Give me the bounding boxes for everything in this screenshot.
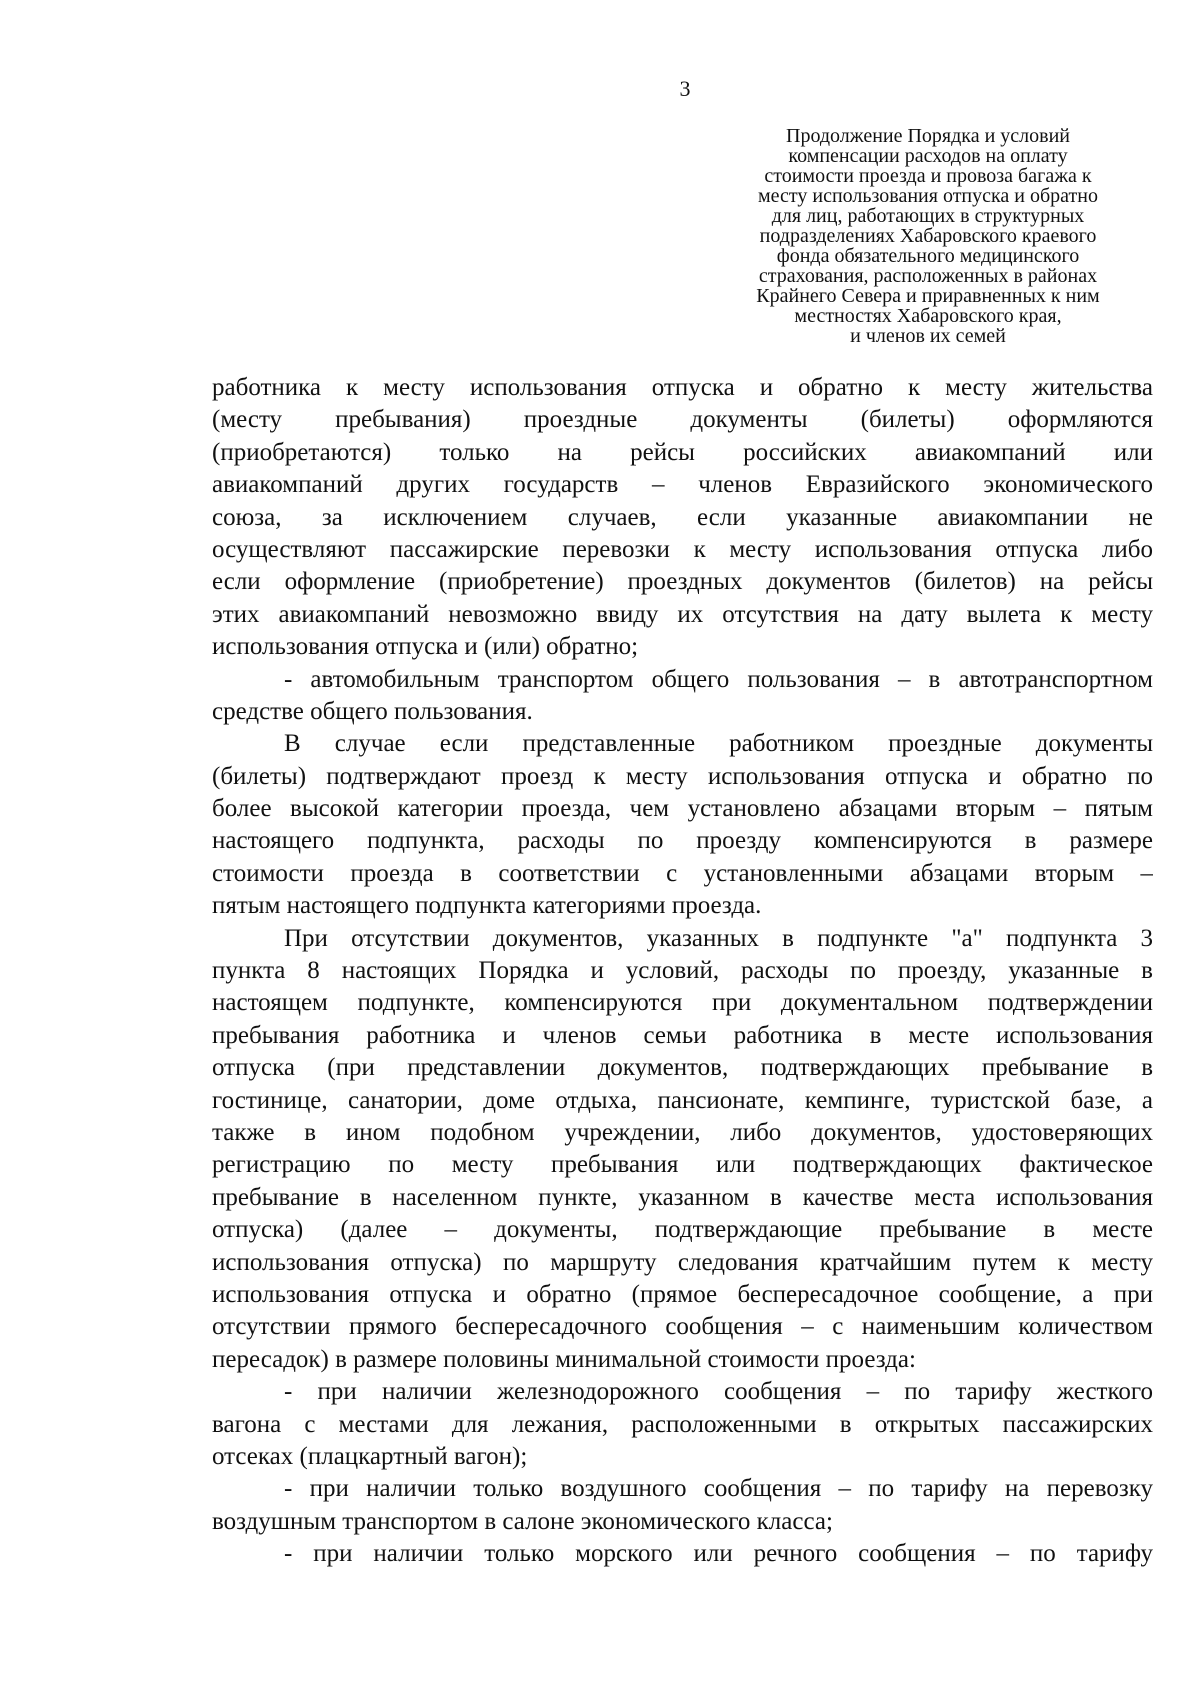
body-line: (месту пребывания) проездные документы (билеты) оформляются — [212, 406, 1153, 434]
body-line: также в ином подобном учреждении, либо документов, удостоверяющих — [212, 1118, 1153, 1146]
body-line: работника к месту использования отпуска и обратно к месту жительства — [212, 374, 1153, 401]
body-line: отсеках (плацкартный вагон); — [212, 1442, 528, 1470]
body-line: отпуска (при представлении документов, подтверждающих пребывание в — [212, 1054, 1153, 1082]
page-number: 3 — [679, 76, 691, 101]
body-line: использования отпуска и обратно (прямое беспересадочное сообщение, а при — [212, 1280, 1153, 1308]
body-line: если оформление (приобретение) проездных документов (билетов) на рейсы — [212, 568, 1153, 596]
body-line: гостинице, санатории, доме отдыха, пансионате, кемпинге, туристской базе, а — [212, 1086, 1153, 1114]
body-line: - при наличии только воздушного сообщения – по тарифу на перевозку — [284, 1475, 1153, 1503]
header-line: компенсации расходов на оплату — [788, 145, 1068, 167]
body-line: воздушным транспортом в салоне экономического класса; — [212, 1507, 833, 1535]
body-line: союза, за исключением случаев, если указанные авиакомпании не — [212, 503, 1153, 531]
document-header-block — [712, 126, 1144, 346]
body-line: пребывание в населенном пункте, указанном в качестве места использования — [212, 1183, 1153, 1211]
body-line: отсутствии прямого беспересадочного сообщения – с наименьшим количеством — [212, 1313, 1153, 1341]
body-line: (билеты) подтверждают проезд к месту использования отпуска и обратно по — [212, 762, 1153, 790]
body-line: пересадок) в размере половины минимальной стоимости проезда: — [212, 1345, 916, 1373]
body-line: использования отпуска) по маршруту следования кратчайшим путем к месту — [212, 1248, 1153, 1276]
body-line: стоимости проезда в соответствии с установленными абзацами вторым – — [212, 859, 1153, 887]
header-line: страхования, расположенных в районах — [758, 265, 1098, 287]
body-line: пятым настоящего подпункта категориями проезда. — [212, 892, 762, 920]
body-line: регистрацию по месту пребывания или подтверждающих фактическое — [212, 1151, 1153, 1179]
header-line: фонда обязательного медицинского — [776, 245, 1080, 267]
body-line: этих авиакомпаний невозможно ввиду их отсутствия на дату вылета к месту — [212, 600, 1153, 628]
body-line: В случае если представленные работником проездные документы — [284, 730, 1153, 758]
body-line: средстве общего пользования. — [212, 697, 533, 725]
body-line: вагона с местами для лежания, расположенными в открытых пассажирских — [212, 1410, 1153, 1438]
document-body-text — [212, 372, 1153, 1570]
body-line: использования отпуска и (или) обратно; — [212, 633, 639, 661]
body-line: пребывания работника и членов семьи работника в месте использования — [212, 1021, 1153, 1049]
header-line: стоимости проезда и провоза багажа к — [764, 165, 1092, 187]
body-line: настоящем подпункте, компенсируются при документальном подтверждении — [212, 989, 1153, 1017]
body-line: - при наличии только морского или речного сообщения – по тарифу — [284, 1540, 1153, 1568]
header-line: Продолжение Порядка и условий — [786, 125, 1070, 147]
body-line: осуществляют пассажирские перевозки к месту использования отпуска либо — [212, 535, 1153, 563]
header-line: местностях Хабаровского края, — [794, 305, 1062, 327]
body-line: отпуска) (далее – документы, подтверждающие пребывание в месте — [212, 1216, 1153, 1244]
body-line: - автомобильным транспортом общего пользования – в автотранспортном — [284, 665, 1153, 693]
header-line: подразделениях Хабаровского краевого — [759, 225, 1097, 247]
header-line: и членов их семей — [850, 325, 1006, 347]
body-line: При отсутствии документов, указанных в подпункте "а" подпункта 3 — [284, 924, 1153, 952]
body-line: более высокой категории проезда, чем установлено абзацами вторым – пятым — [212, 795, 1153, 823]
header-line: для лиц, работающих в структурных — [771, 205, 1085, 227]
body-line: авиакомпаний других государств – членов Евразийского экономического — [212, 471, 1153, 499]
body-line: пункта 8 настоящих Порядка и условий, расходы по проезду, указанные в — [212, 957, 1153, 985]
header-line: Крайнего Севера и приравненных к ним — [756, 285, 1100, 307]
body-line: - при наличии железнодорожного сообщения – по тарифу жесткого — [284, 1378, 1153, 1406]
body-line: (приобретаются) только на рейсы российских авиакомпаний или — [212, 438, 1153, 466]
body-line: настоящего подпункта, расходы по проезду компенсируются в размере — [212, 827, 1153, 855]
header-line: месту использования отпуска и обратно — [758, 185, 1098, 207]
